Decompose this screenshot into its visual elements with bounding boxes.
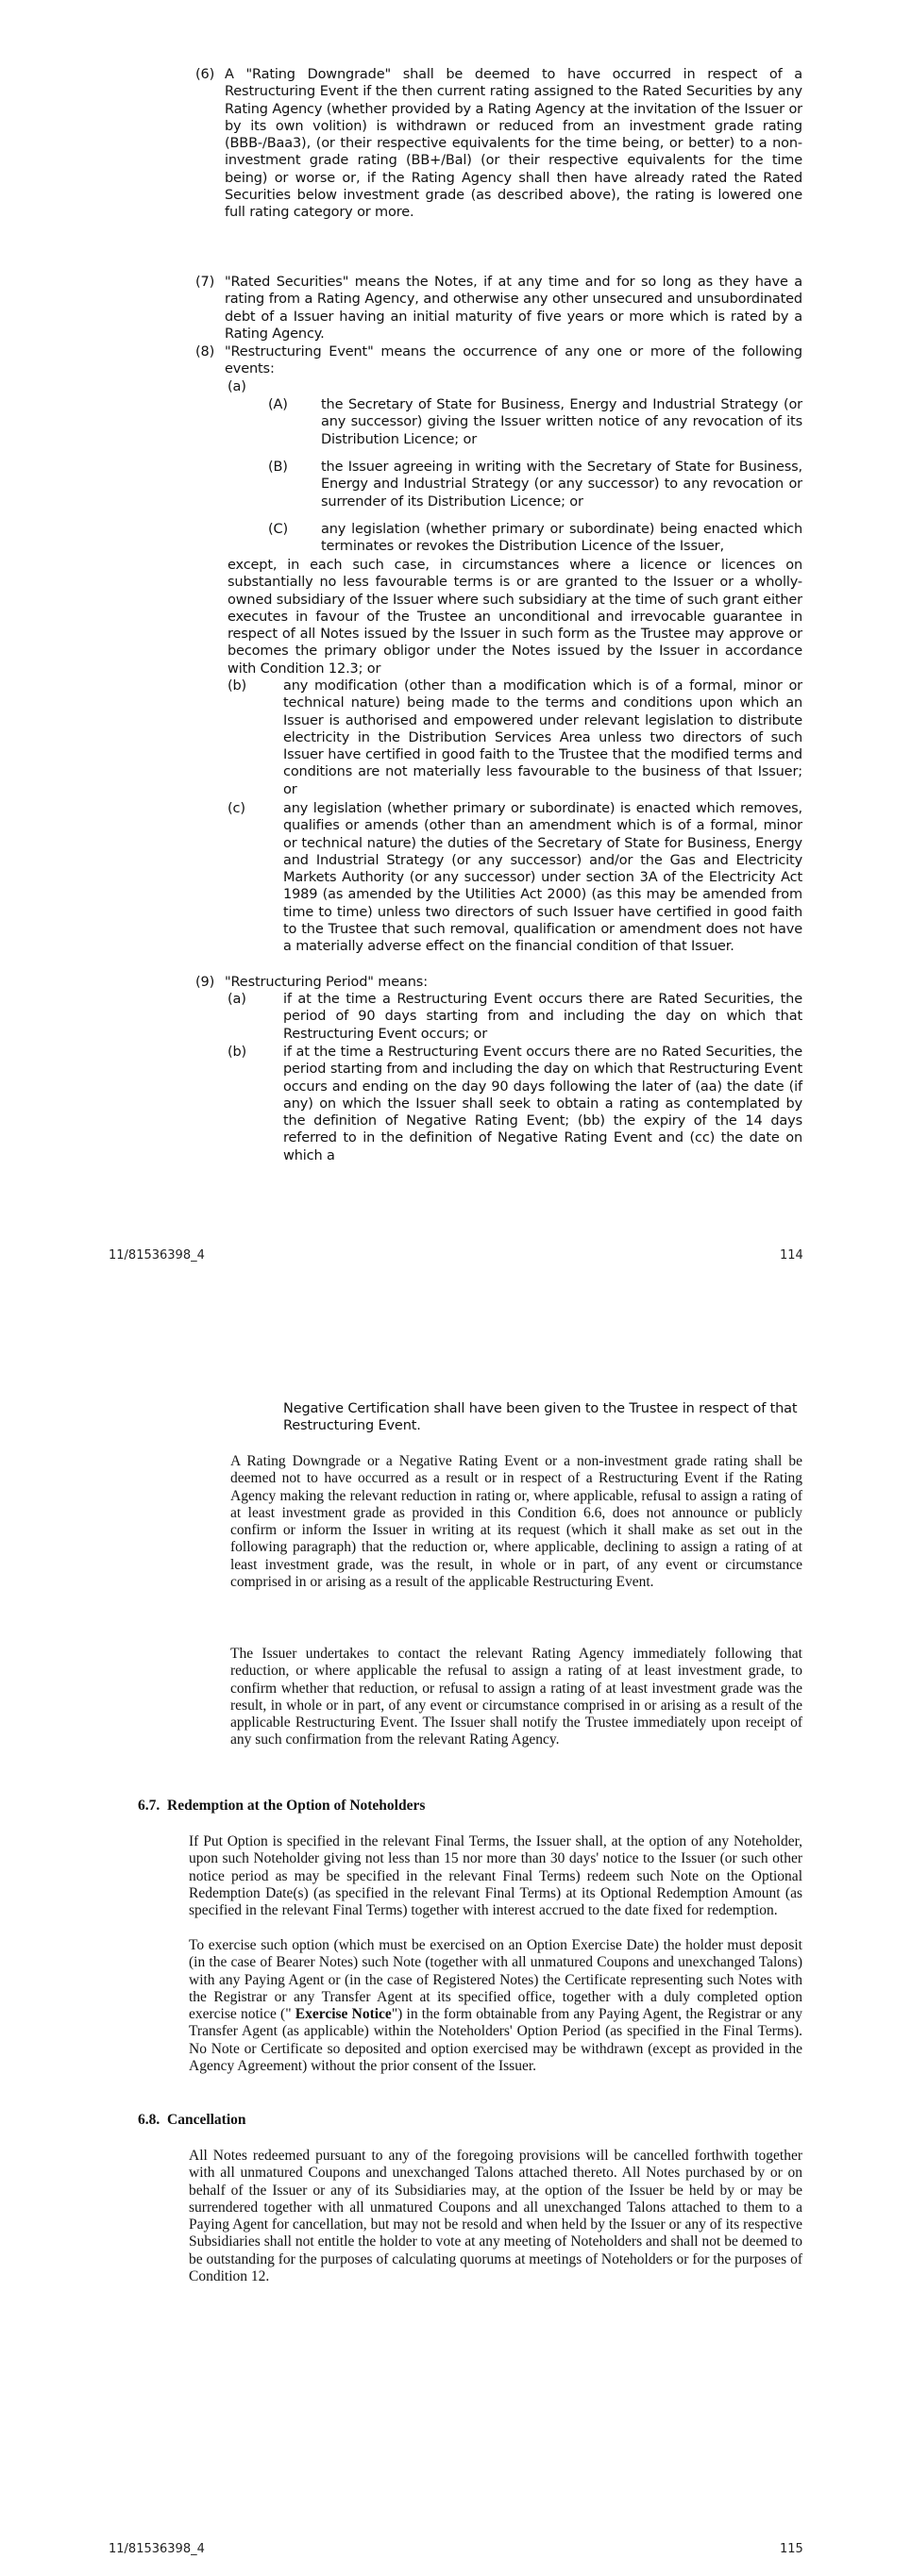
section-6-8-paragraph: All Notes redeemed pursuant to any of the foregoing provisions will be cancelled forthwith together with all unmatured Coupons and unexchanged Talons attached thereto. All Notes purchased by or on behalf of the Issuer or any of its Subsidiaries may, at the option of the Issuer be held by or may be surrendered together with all unmatured Coupons and all unexchanged Talons attached to them to a Paying Agent for cancellation, but may not be resold and when held by the Issuer or any of its respective Subsidiaries shall not entitle the holder to vote at any meeting of Noteholders and shall not be deemed to be outstanding for the purposes of calculating quorums at meetings of Noteholders or for the purposes of Condition 12. <box>189 2148 802 2285</box>
item-8A-number: (A) <box>268 397 288 412</box>
item-8b-text: any modification (other than a modification which is of a formal, minor or technical nature) being made to the terms and conditions upon which an Issuer is authorised and empowered under relevant legislation to distribute electricity in the Distribution Services Area unless two directors of such Issuer have certified in good faith to the Trustee that the modified terms and conditions are not materially less favourable to the business of that Issuer; or <box>283 678 802 797</box>
item-8b-number: (b) <box>228 678 247 694</box>
continuation-text: Negative Certification shall have been given to the Trustee in respect of that Restructuring Event. <box>283 1401 798 1434</box>
item-8c-number: (c) <box>228 801 245 816</box>
item-7-number: (7) <box>195 275 215 290</box>
footer-page-number-2: 115 <box>780 2542 803 2556</box>
item-6-number: (6) <box>195 67 215 82</box>
item-9-text: "Restructuring Period" means: <box>225 975 428 990</box>
footer-document-ref: 11/81536398_4 <box>109 1248 205 1263</box>
item-6-text: A "Rating Downgrade" shall be deemed to have occurred in respect of a Restructuring Event if the then current rating assigned to the Rated Securities by any Rating Agency (whether provided by a Rating Agency at the invitation of the Issuer or by its own volition) is withdrawn or reduced from an investment grade rating (BBB-/Baa3), (or their respective equivalents for the time being, or better) to a non-investment grade rating (BB+/Bal) (or their respective equivalents for the time being) or worse or, if the Rating Agency shall then have already rated the Rated Securities below investment grade (as described above), the rating is lowered one full rating category or more. <box>225 67 802 221</box>
rating-downgrade-paragraph: A Rating Downgrade or a Negative Rating Event or a non-investment grade rating shall be deemed not to have occurred as a result or in respect of a Restructuring Event if the Rating Agency making the relevant reduction in rating or, where applicable, refusal to assign a rating of at least investment grade as provided in this Condition 6.6, does not announce or publicly confirm or inform the Issuer in writing at its request (which it shall make as set out in the following paragraph) that the reduction or, where applicable, declining to assign a rating of at least investment grade, was the result, in whole or in part, of any event or circumstance comprised in or arising as a result of the applicable Restructuring Event. <box>230 1453 802 1591</box>
item-9b-text: if at the time a Restructuring Event occurs there are no Rated Securities, the period starting from and including the day on which that Restructuring Event occurs and ending on the day 90 days following the later of (aa) the date (if any) on which the Issuer shall seek to obtain a rating as contemplated by the definition of Negative Rating Event; (bb) the expiry of the 14 days referred to in the definition of Negative Rating Event and (cc) the date on which a <box>283 1045 802 1163</box>
item-9a-text: if at the time a Restructuring Event occurs there are Rated Securities, the period of 90 days starting from and including the day on which that Restructuring Event occurs; or <box>283 992 802 1042</box>
exercise-notice-term: Exercise Notice <box>291 2006 392 2023</box>
item-8-except-text: except, in each such case, in circumstances where a licence or licences on substantially no less favourable terms is or are granted to the Issuer or a wholly-owned subsidiary of the Issuer where such subsidiary at the time of such grant either executes in favour of the Trustee an unconditional and irrevocable guarantee in respect of all Notes issued by the Issuer in such form as the Trustee may approve or becomes the primary obligor under the Notes issued by the Issuer in accordance with Condition 12.3; or <box>228 558 802 677</box>
item-8c-text: any legislation (whether primary or subordinate) is enacted which removes, qualifies or amends (other than an amendment which is of a formal, minor or technical nature) the duties of the Secretary of State for Business, Energy and Industrial Strategy (or any successor) and/or the Gas and Electricity Markets Authority (or any successor) under section 3A of the Electricity Act 1989 (as amended by the Utilities Act 2000) (as this may be amended from time to time) unless two directors of such Issuer have certified in good faith to the Trustee that such removal, qualification or amendment does not have a materially adverse effect on the financial condition of that Issuer. <box>283 801 802 955</box>
item-8C-number: (C) <box>268 522 288 537</box>
section-6-7-paragraph-1: If Put Option is specified in the relevant Final Terms, the Issuer shall, at the option of any Noteholder, upon such Noteholder giving not less than 15 nor more than 30 days' notice to the Issuer (or such other notice period as may be specified in the relevant Final Terms) redeem such Note on the Optional Redemption Date(s) (as specified in the relevant Final Terms) at its Optional Redemption Amount (as specified in the relevant Final Terms) together with interest accrued to the date fixed for redemption. <box>189 1833 802 1919</box>
item-8A-text: the Secretary of State for Business, Energy and Industrial Strategy (or any successor) giving the Issuer written notice of any revocation of its Distribution Licence; or <box>321 397 802 447</box>
item-8B-number: (B) <box>268 460 288 475</box>
item-7-text: "Rated Securities" means the Notes, if at any time and for so long as they have a rating from a Rating Agency, and otherwise any other unsecured and unsubordinated debt of a Issuer having an initial maturity of five years or more which is rated by a Rating Agency. <box>225 275 802 342</box>
footer-document-ref-2: 11/81536398_4 <box>109 2542 205 2556</box>
item-8-text: "Restructuring Event" means the occurrence of any one or more of the following events: <box>225 344 802 377</box>
item-9a-number: (a) <box>228 992 246 1007</box>
item-9b-number: (b) <box>228 1045 247 1060</box>
section-6-8-number: 6.8. <box>138 2112 160 2128</box>
item-8C-text: any legislation (whether primary or subordinate) being enacted which terminates or revokes the Distribution Licence of the Issuer, <box>321 522 802 555</box>
item-8a-label: (a) <box>228 379 246 394</box>
item-8B-text: the Issuer agreeing in writing with the Secretary of State for Business, Energy and Industrial Strategy (or any successor) to any revocation or surrender of its Distribution Licence; or <box>321 460 802 510</box>
item-9-number: (9) <box>195 975 215 990</box>
issuer-undertaking-paragraph: The Issuer undertakes to contact the relevant Rating Agency immediately following that reduction, or where applicable the refusal to assign a rating of at least investment grade, to confirm whether that reduction, or refusal to assign a rating of at least investment grade was the result, in whole or in part, of any event or circumstance comprised in or arising as a result of the applicable Restructuring Event. The Issuer shall notify the Trustee immediately upon receipt of any such confirmation from the relevant Rating Agency. <box>230 1646 802 1748</box>
section-6-7-paragraph-2: To exercise such option (which must be exercised on an Option Exercise Date) the holder must deposit (in the case of Bearer Notes) such Note (together with all unmatured Coupons and unexchanged Talons) with any Paying Agent or (in the case of Registered Notes) the Certificate representing such Notes with the Registrar or any Transfer Agent at its specified office, together with a duly completed option exercise notice (" Exercise Notice") in the form obtainable from any Paying Agent, the Registrar or any Transfer Agent (as applicable) within the Noteholders' Option Period (as specified in the Final Terms). No Note or Certificate so deposited and option exercised may be withdrawn (except as provided in the Agency Agreement) without the prior consent of the Issuer. <box>189 1937 802 2075</box>
footer-page-number: 114 <box>780 1248 803 1263</box>
item-8-number: (8) <box>195 344 215 360</box>
section-6-7-title: Redemption at the Option of Noteholders <box>167 1798 426 1814</box>
section-6-7-number: 6.7. <box>138 1798 160 1814</box>
section-6-8-title: Cancellation <box>167 2112 246 2128</box>
